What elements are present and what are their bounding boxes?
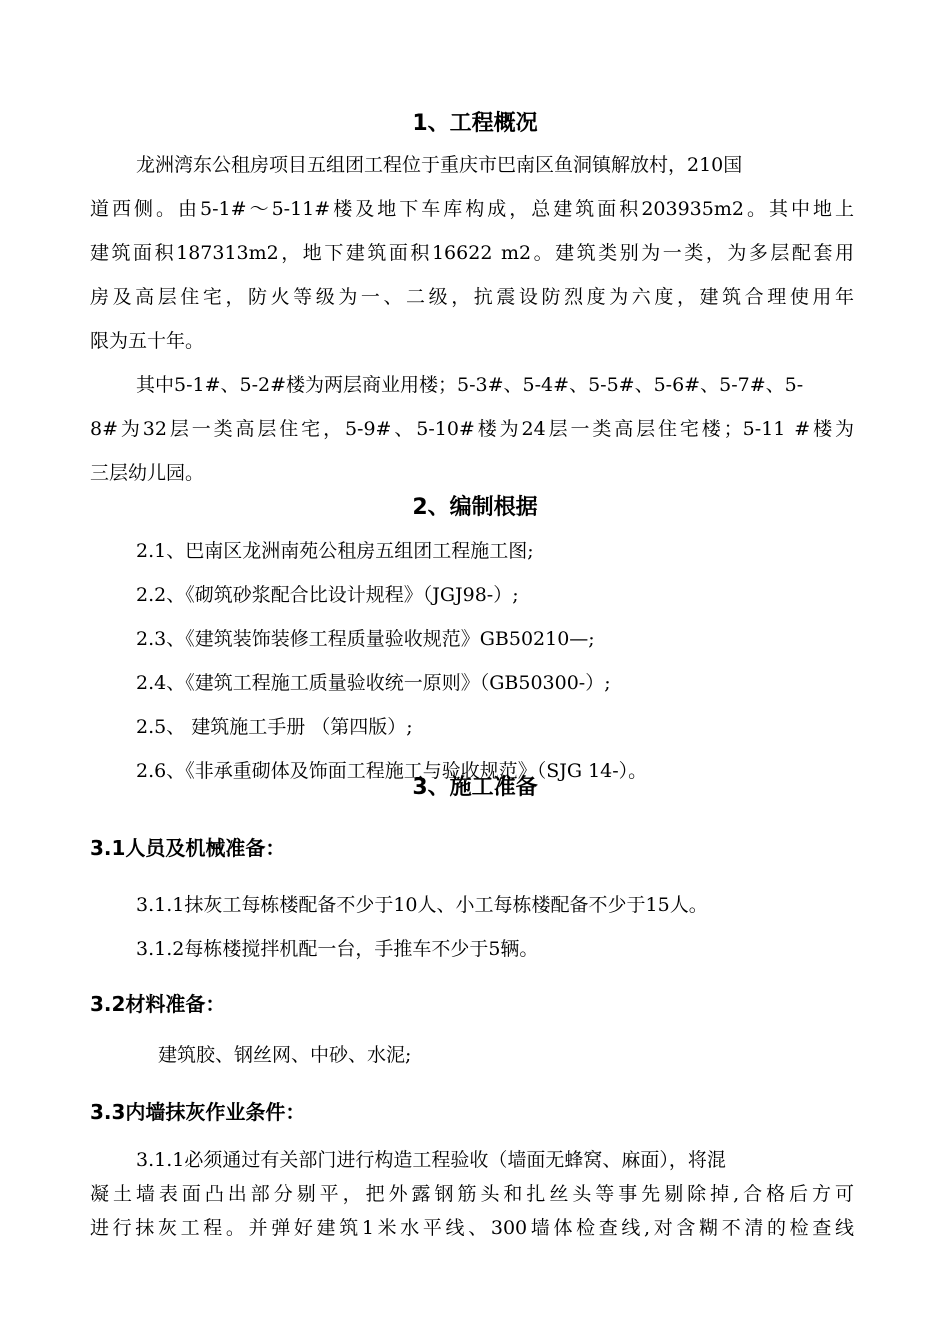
- s1-p1-line-3: 建筑面积187313m2，地下建筑面积16622 m2。建筑类别为一类，为多层配套用: [90, 242, 854, 264]
- s3-1-item-1: 3.1.1抹灰工每栋楼配备不少于10人、小工每栋楼配备不少于15人。: [136, 894, 708, 916]
- s3-2-text: 建筑胶、钢丝网、中砂、水泥;: [158, 1044, 412, 1066]
- s2-item-2: 2.2、《砌筑砂浆配合比设计规程》（JGJ98-）;: [136, 584, 519, 606]
- s1-p2-line-1: 其中5-1#、5-2#楼为两层商业用楼；5-3#、5-4#、5-5#、5-6#、5-7#、5-: [136, 374, 804, 396]
- s1-p2-line-2: 8#为32层一类高层住宅，5-9#、5-10#楼为24层一类高层住宅楼；5-11 #楼为: [90, 418, 854, 440]
- s1-p2-line-3: 三层幼儿园。: [90, 462, 205, 484]
- subsection-3-1-title: 3.1人员及机械准备：: [90, 836, 286, 860]
- s3-1-item-2: 3.1.2每栋楼搅拌机配一台，手推车不少于5辆。: [136, 938, 539, 960]
- s2-item-5: 2.5、 建筑施工手册 （第四版）;: [136, 716, 413, 738]
- s3-3-line-1: 3.1.1必须通过有关部门进行构造工程验收（墙面无蜂窝、麻面），将混: [136, 1149, 726, 1171]
- s2-item-3: 2.3、《建筑装饰装修工程质量验收规范》GB50210—;: [136, 628, 595, 650]
- s1-p1-line-4: 房及高层住宅，防火等级为一、二级，抗震设防烈度为六度，建筑合理使用年: [90, 286, 854, 308]
- subsection-3-3-title: 3.3内墙抹灰作业条件：: [90, 1100, 306, 1124]
- s1-p1-line-1: 龙洲湾东公租房项目五组团工程位于重庆市巴南区鱼洞镇解放村，210国: [136, 154, 743, 176]
- section-3-title: 3、施工准备: [412, 775, 538, 800]
- section-1-title: 1、工程概况: [412, 111, 538, 136]
- s1-p1-line-2: 道西侧。由5-1#～5-11#楼及地下车库构成，总建筑面积203935m2。其中地上: [90, 198, 854, 220]
- s1-p1-line-5: 限为五十年。: [90, 330, 205, 352]
- subsection-3-2-title: 3.2材料准备：: [90, 992, 226, 1016]
- s3-3-line-2: 凝土墙表面凸出部分剔平，把外露钢筋头和扎丝头等事先剔除掉,合格后方可: [90, 1183, 854, 1205]
- section-2-title: 2、编制根据: [412, 495, 538, 520]
- s2-item-4: 2.4、《建筑工程施工质量验收统一原则》（GB50300-）;: [136, 672, 611, 694]
- s2-item-6: 2.6、《非承重砌体及饰面工程施工与验收规范》（SJG 14-）。: [136, 760, 648, 782]
- s2-item-1: 2.1、巴南区龙洲南苑公租房五组团工程施工图;: [136, 540, 534, 562]
- s3-3-line-3: 进行抹灰工程。并弹好建筑1米水平线、300墙体检查线,对含糊不清的检查线: [90, 1217, 854, 1239]
